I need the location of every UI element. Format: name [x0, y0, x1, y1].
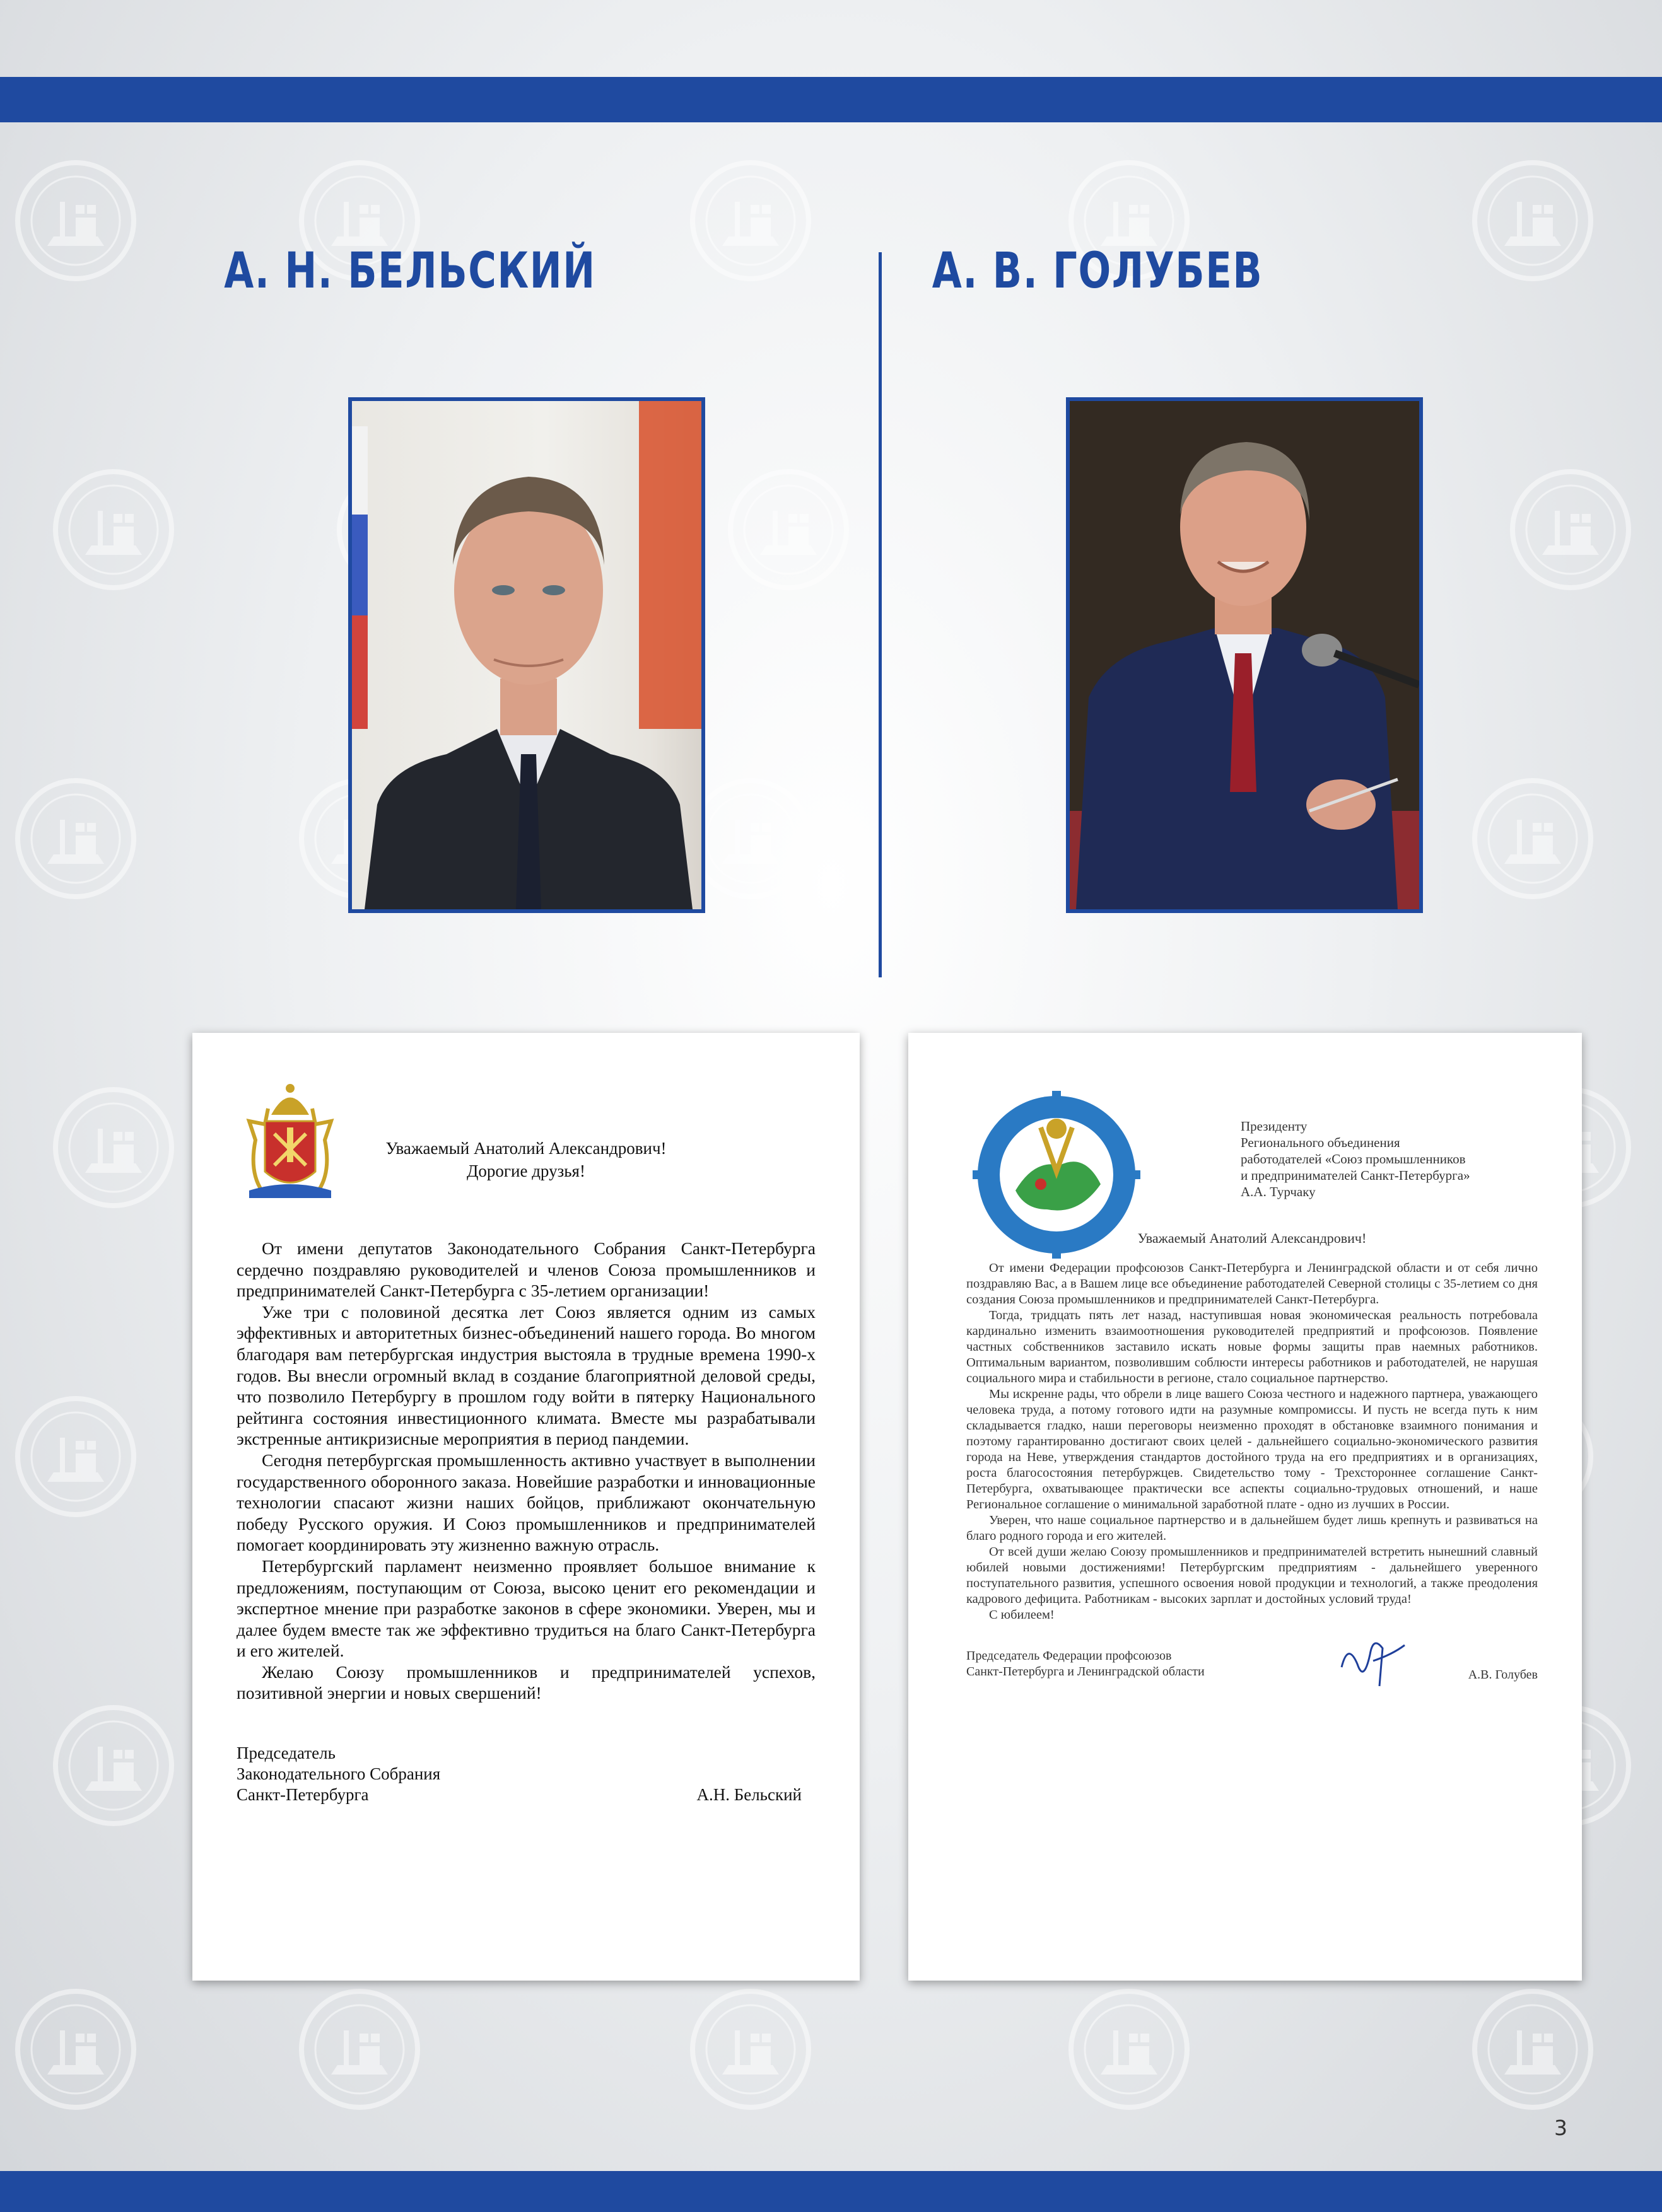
watermark-logo-icon [688, 776, 814, 902]
signer-title-1: Председатель Федерации профсоюзов [966, 1649, 1172, 1663]
paragraph: От всей души желаю Союзу промышленников и предпринимателей встретить нынешний славный юбилей новыми достижениями! Петербургским предприятиям - дальнейшего уверенного поступательного развития, успешного освоения новой продукции и технологий, а также преодоления кадрового дефицита. Работникам - высоких зарплат и достойных условий труда! [966, 1545, 1538, 1606]
addressee-line: Регионального объединения [1241, 1135, 1400, 1150]
paragraph: Сегодня петербургская промышленность активно участвует в выполнении государственного оборонного заказа. Новейшие разработки и инновационные технологии спасают жизни наших бойцов, приближают окончательную победу Русского оружия. И Союз промышленников и предпринимателей помогает координировать эту жизненно важную отрасль. [237, 1450, 816, 1555]
name-golubev: А. В. ГОЛУБЕВ [932, 243, 1263, 300]
name-belsky: А. Н. БЕЛЬСКИЙ [224, 243, 596, 300]
watermark-logo-icon [50, 1085, 177, 1211]
paragraph: Тогда, тридцать пять лет назад, наступившая новая экономическая реальность потребовала кардинально изменить взаимоотношения руководителей предприятий и профсоюзов. Появление частных собственников заставило искать новые формы защиты прав наемных работников. Оптимальным вариантом, позволившим соблюсти интересы работников и работодателей, не нарушая социального мира и стабильности в регионе, стало социальное партнерство. [966, 1308, 1538, 1385]
letter-body [237, 1238, 816, 1704]
watermark-logo-icon [296, 1986, 423, 2112]
paragraph: Уверен, что наше социальное партнерство и в дальнейшем будет лишь крепнуть и развиваться на благо родного города и его жителей. [966, 1513, 1538, 1543]
paragraph: С юбилеем! [989, 1608, 1055, 1622]
watermark-logo-icon [13, 158, 139, 284]
paragraph: Петербургский парламент неизменно проявляет большое внимание к предложениям, поступающим от Союза, высоко ценит его рекомендации и экспертное мнение при разработке законов в сфере экономики. Уверен, мы и далее будем вместе так же эффективно трудиться на благо Санкт-Петербурга и его жителей. [237, 1556, 816, 1661]
bottom-bar [0, 2171, 1662, 2212]
page-number: 3 [1554, 2116, 1567, 2140]
signature-block [237, 1743, 816, 1805]
spb-coat-of-arms-icon [237, 1064, 344, 1203]
letter-belsky [192, 1033, 860, 1981]
paragraph: От имени Федерации профсоюзов Санкт-Петербурга и Ленинградской области и от себя лично поздравляю Вас, а в Вашем лице все объединение работодателей Северной столицы с 35-летием со дня создания Союза промышленников и предпринимателей Санкт-Петербурга. [966, 1261, 1538, 1307]
handwritten-signature-icon [1335, 1629, 1411, 1692]
signer-title-2: Законодательного Собрания [237, 1764, 441, 1784]
addressee-line: и предпринимателей Санкт-Петербурга» [1241, 1168, 1470, 1183]
portrait-golubev [1066, 397, 1423, 913]
paragraph: От имени депутатов Законодательного Собрания Санкт-Петербурга сердечно поздравляю руководителей и членов Союза промышленников и предпринимателей Санкт-Петербурга с 35-летием организации! [237, 1238, 816, 1301]
portrait-belsky [348, 397, 705, 913]
watermark-logo-icon [688, 158, 814, 284]
greeting-line-1: Уважаемый Анатолий Александрович! [385, 1139, 667, 1158]
paragraph: Желаю Союзу промышленников и предпринимателей успехов, позитивной энергии и новых свершений! [237, 1662, 816, 1703]
signer-title-2: Санкт-Петербурга и Ленинградской области [966, 1665, 1205, 1679]
signer-name: А.Н. Бельский [696, 1785, 802, 1805]
signature-block [966, 1648, 1538, 1692]
signer-title-1: Председатель [237, 1743, 336, 1763]
paragraph: Мы искренне рады, что обрели в лице вашего Союза честного и надежного партнера, уважающего человека труда, а потому готового идти на разумные компромиссы. И пусть не всегда путь к ним складывается гладко, наши переговоры неизменно проходят в обстановке взаимного понимания и поэтому гарантированно достигают своих целей - дальнейшего социально-экономического развития города на Неве, утверждения стандартов достойного труда на его предприятиях и в организациях, роста благосостояния петербуржцев. Свидетельство тому - Трехстороннее соглашение Санкт-Петербурга, охватывающее практически все аспекты социально-трудовых отношений, и наше Региональное соглашение о минимальной заработной плате - одно из лучших в России. [966, 1387, 1538, 1511]
watermark-logo-icon [50, 467, 177, 593]
watermark-logo-icon [1470, 158, 1596, 284]
letter-body [966, 1260, 1538, 1623]
trade-union-federation-logo-icon [971, 1090, 1142, 1260]
watermark-logo-icon [1470, 776, 1596, 902]
addressee-line: работодателей «Союз промышленников [1241, 1151, 1466, 1167]
vertical-divider [879, 252, 882, 977]
addressee-line: А.А. Турчаку [1241, 1184, 1316, 1199]
watermark-logo-icon [13, 1394, 139, 1520]
portrait-belsky-image [352, 401, 701, 909]
watermark-logo-icon [1066, 1986, 1192, 2112]
signer-name: А.В. Голубев [1468, 1668, 1538, 1682]
watermark-logo-icon [1470, 1986, 1596, 2112]
top-bar [0, 77, 1662, 122]
portrait-golubev-image [1070, 401, 1419, 909]
addressee-line: Президенту [1241, 1119, 1308, 1134]
watermark-logo-icon [1507, 467, 1634, 593]
greeting-line-2: Дорогие друзья! [467, 1161, 585, 1180]
paragraph: Уже три с половиной десятка лет Союз является одним из самых эффективных и авторитетных бизнес-объединений нашего города. Во многом благодаря вам петербургская индустрия выстояла в трудные времена 1990-х годов. Вы внесли огромный вклад в создание благоприятной деловой среды, что позволило Петербургу в прошлом году войти в пятерку Национального рейтинга состояния инвестиционного климата. Вместе мы разрабатывали экстренные антикризисные мероприятия в период пандемии. [237, 1301, 816, 1449]
watermark-logo-icon [13, 1986, 139, 2112]
addressee-block [1241, 1118, 1538, 1200]
signer-title-3: Санкт-Петербурга [237, 1785, 369, 1805]
watermark-logo-icon [725, 467, 851, 593]
watermark-logo-icon [688, 1986, 814, 2112]
watermark-logo-icon [13, 776, 139, 902]
greeting: Уважаемый Анатолий Александрович! [1137, 1230, 1367, 1246]
watermark-logo-icon [50, 1703, 177, 1829]
letter-golubev [908, 1033, 1582, 1981]
